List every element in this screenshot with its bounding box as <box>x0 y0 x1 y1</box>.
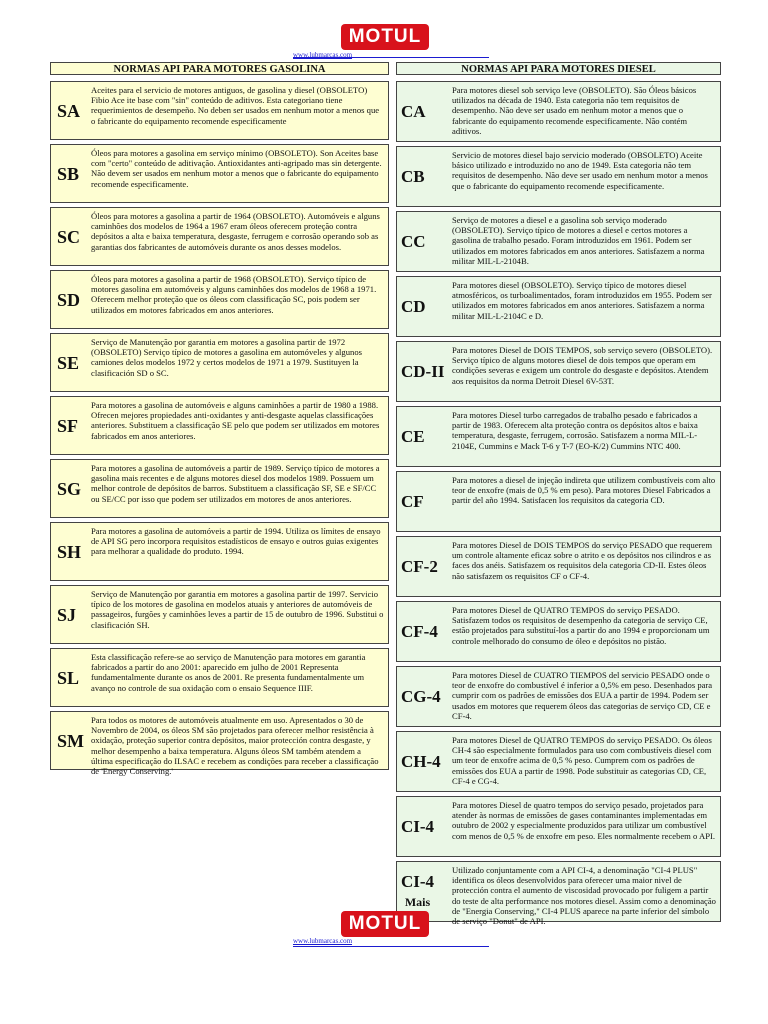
spec-description: Serviço de Manutenção por garantia em motores a gasolina partir de 1997. Servicio típico de los motores de gasolina en modelos atuais y anteriores de automóveis de passageiros, furgões y caminhões leves a partir de 15 de outubro de 1996. Substitui o clasificación SH. <box>91 589 384 630</box>
spec-card-cf-2 <box>396 536 721 597</box>
spec-description: Para motores Diesel de DOIS TEMPOS, sob serviço severo (OBSOLETO). Serviço típico de alguns motores diesel de dois tempos que operam em condições severas e exigem um controle do desgaste e depósitos. Atendem aos requisitos da norma Detroit Diesel 6V-53T. <box>452 345 713 386</box>
spec-card-cb <box>396 146 721 207</box>
spec-code: CC <box>401 231 426 251</box>
website-link-bottom[interactable]: www.lubmarcas.com <box>293 937 353 945</box>
spec-code: SM <box>57 730 84 751</box>
spec-card-cg-4 <box>396 666 721 727</box>
spec-code: SB <box>57 163 80 184</box>
spec-card-ce <box>396 406 721 467</box>
spec-card-se <box>50 333 389 392</box>
spec-code: CG-4 <box>401 686 441 706</box>
spec-code <box>401 873 434 911</box>
spec-card-cc <box>396 211 721 272</box>
spec-description: Serviço de Manutenção por garantia em motores a gasolina partir de 1972 (OBSOLETO) Serviço típico de motores a gasolina em automóveles y algunos camiones delos modelos 1972 y certos modelos de 1971 a 1979. Sustituyen la clasificación SD o SC. <box>91 337 362 378</box>
spec-description: Para motores Diesel de quatro tempos do serviço pesado, projetados para atender às normas de emissões de gases contaminantes implementadas em outubro de 2002 y especialmente produzidos para utilizar um combustível com menos de 0,5 % de enxofre em peso. Eles normalmente recebem o API. <box>452 800 715 841</box>
spec-code: CF-2 <box>401 556 438 576</box>
spec-card-sf <box>50 396 389 455</box>
spec-description: Para motores a gasolina de automóveis a partir de 1994. Utiliza os límites de ensayo de API SG pero incorpora requisitos estadísticos de ensayo e outros guias exigentes para melhorar a qualidade do produto. 1994. <box>91 526 381 557</box>
spec-card-sj <box>50 585 389 644</box>
spec-description: Óleos para motores a gasolina a partir de 1968 (OBSOLETO). Serviço típico de motores gasolina em automóveis y alguns caminhões dos modelos de 1968 a 1971. Oferecem melhor proteção que os óleos com classificação SC, pois podem ser utilizados em motores fabricados em anos anteriores. <box>91 274 377 315</box>
spec-card-sa <box>50 81 389 140</box>
link-rule-top <box>293 57 489 58</box>
spec-card-ch-4 <box>396 731 721 792</box>
spec-code: SA <box>57 100 81 121</box>
spec-description: Para motores a diesel de injeção indireta que utilizem combustíveis com alto teor de enxofre (mais de 0,5 % em peso). Para motores Diesel Fabricados a partir del año 1994. Satisfacen los requisitos da categoria CD. <box>452 475 716 506</box>
spec-code: SE <box>57 352 80 373</box>
spec-code: CA <box>401 101 426 121</box>
link-rule-bottom <box>293 946 489 947</box>
spec-description: Esta classificação refere-se ao serviço de Manutenção para motores em garantia fabricados a partir do ano 2001: aparecido em julho de 2001 Representa fundamentalmente durante os anos de 2001. Re presenta fundamentalmente um avanço no controle de sua oxidação com o ensaio Sequence IIIF. <box>91 652 366 693</box>
spec-code: CI-4 <box>401 816 435 836</box>
spec-description: Para motores Diesel de QUATRO TEMPOS do serviço PESADO. Satisfazem todos os requisitos de desempenho da categoria de serviço CE, estão projetados para substituí-los a partir do ano 1994 e proporcionam um controle melhorado do consumo de óleo e depósitos no pistão. <box>452 605 710 646</box>
spec-code: CF-4 <box>401 621 438 641</box>
spec-description: Para motores diesel sob serviço leve (OBSOLETO). São Óleos básicos utilizados na década de 1940. Esta categoria não tem requisitos de desempenho. Não deve ser usado em nenhum motor a menos que o fabricante do equipamento recomende especificamente. Não contém aditivos. <box>452 85 697 136</box>
spec-card-sh <box>50 522 389 581</box>
spec-code: CF <box>401 491 424 511</box>
gasoline-column <box>50 62 389 777</box>
spec-card-sm <box>50 711 389 777</box>
spec-card-sg <box>50 459 389 518</box>
diesel-header: NORMAS API PARA MOTORES DIESEL <box>396 62 721 75</box>
spec-code: CD-II <box>401 361 445 381</box>
spec-description: Óleos para motores a gasolina em serviço mínimo (OBSOLETO). Son Aceites base com "certo" conteúdo de aditivação. Antioxidantes anti-agripado mas sin detergente. Não devem ser usados em nenhum motor a menos que o fabricante do equipamento recomende especificamente. <box>91 148 382 189</box>
spec-code: SL <box>57 667 80 688</box>
spec-code: SC <box>57 226 81 247</box>
motul-logo-bottom: MOTUL <box>341 911 429 937</box>
spec-card-cf <box>396 471 721 532</box>
spec-card-ca <box>396 81 721 142</box>
diesel-column <box>396 62 721 926</box>
spec-description: Aceites para el servicio de motores antiguos, de gasolina y diesel (OBSOLETO) Fibio Ace ite base com "sin" conteúdo de aditivos. Esta categoriano tiene requerimientos de desempeño. No deben ser usados em nenhum motor a menos que o fabricante do equipamento recomende especificamente <box>91 85 380 126</box>
spec-description: Para motores Diesel de DOIS TEMPOS do serviço PESADO que requerem um controle altamente eficaz sobre o atrito e os depósitos nos cilindros e as faces dos anéis. Satisfazem os requisitos dela categoria CD-II. Estes óleos não satisfazem os requisitos CF o CF-4. <box>452 540 712 581</box>
website-link-top[interactable]: www.lubmarcas.com <box>293 51 353 59</box>
spec-description: Para motores Diesel turbo carregados de trabalho pesado e fabricados a partir de 1983. Oferecem alta proteção contra os depósitos altos e baixa temperatura, desgaste, ferrugem, corrosão. Satisfazem a norma MIL-L-2104E, Cummins e Mack T-6 y T-7 (EO-K/2) Cummins NTC 400. <box>452 410 698 451</box>
spec-card-cf-4 <box>396 601 721 662</box>
motul-logo-top: MOTUL <box>341 24 429 50</box>
spec-code: SJ <box>57 604 77 625</box>
spec-description: Para motores diesel (OBSOLETO). Serviço típico de motores diesel atmosféricos, os turboalimentados, foram introduzidos em 1955. Podem ser utilizados em motores fabricados em anos anteriores. Satisfazem a norma militar MIL-L-2104C e D. <box>452 280 712 321</box>
spec-description: Óleos para motores a gasolina a partir de 1964 (OBSOLETO). Automóveis e alguns caminhões dos modelos de 1964 a 1967 eram óleos oferecem proteção contra depósitos a alta e baixa temperatura, desgaste, ferrugem e corrosão operando sob as garantias dos fabricantes de automóveis durante os anos desses modelos. <box>91 211 380 252</box>
spec-code: CB <box>401 166 425 186</box>
spec-code: SG <box>57 478 82 499</box>
spec-code: SH <box>57 541 82 562</box>
spec-description: Para motores Diesel de CUATRO TIEMPOS del servicio PESADO onde o teor de enxofre do combustível é inferior a 0,5% em peso. Desenhados para cumprir com os padrões de emissões dos EUA a partir de 1994. Podem ser usados em motores que requerem óleos das categorias de serviço CD, CE e CF-4. <box>452 670 713 721</box>
spec-card-sd <box>50 270 389 329</box>
spec-description: Utilizado conjuntamente com a API CI-4, a denominação "CI-4 PLUS" identifica os óleos desenvolvidos para oferecer uma maior nivel de protección contra el aumento de viscosidad provocado por fuligem a partir do teste de alta performance nos motores diesel. Assim como a denominação de "Energia Conserving," CI-4 PLUS aparece na parte inferior del símbolo de serviço "Donut" de API. <box>452 865 716 927</box>
spec-description: Para motores a gasolina de automóveis a partir de 1989. Serviço típico de motores a gasolina mais recentes e de alguns motores diesel dos modelos 1989. Possuem um melhor controle de depósitos de barros. Substituem a classificação SF, SE e SF/CC ou SE/CC por isso que podem ser utilizados em motores de anos anteriores. <box>91 463 380 504</box>
spec-description: Servicio de motores diesel bajo servicio moderado (OBSOLETO) Aceite básico utilizado e introduzido no ano de 1949. Esta categoria não tem requisitos de desempenho. Não deve ser usado em nenhum motor a menos que o fabricante do equipamento recomende especificamente. <box>452 150 708 191</box>
spec-code-main: CI-4 <box>401 871 435 891</box>
spec-description: Para motores a gasolina de automóveis e alguns caminhões a partir de 1980 a 1988. Ofrecen mejores propiedades anti-oxidantes y anti-desgaste aquelas classificações anteriores. Substituem a classificação SE pelo que podem ser utilizados em motores fabricados em anos anteriores. <box>91 400 380 441</box>
spec-card-sc <box>50 207 389 266</box>
spec-card-sb <box>50 144 389 203</box>
spec-code: CE <box>401 426 425 446</box>
spec-description: Serviço de motores a diesel e a gasolina sob serviço moderado (OBSOLETO). Serviço típico de motores a diesel e certos motores a gasolina de trabalho pesado. Foram introduzidos em 1961. Podem ser utilizados em motores fabricados em anos anteriores. Satisfazem a norma militar MIL-L-2104B. <box>452 215 705 266</box>
spec-card-sl <box>50 648 389 707</box>
spec-description: Para todos os motores de automóveis atualmente em uso. Apresentados o 30 de Novembro de 2004, os óleos SM são projetados para oferecer melhor resistência à oxidação, proteção superior contra depósitos, maior protección contra desgaste, y melhor desempenho a baixa temperatura. Alguns óleos SM também atendem a última especificação do ILSAC e recebem as condições para receber a classificação de 'Energy Conserving.' <box>91 715 379 777</box>
spec-code: CH-4 <box>401 751 441 771</box>
spec-code: SD <box>57 289 81 310</box>
spec-card-ci-4 <box>396 796 721 857</box>
spec-card-cd <box>396 276 721 337</box>
spec-code: CD <box>401 296 426 316</box>
gasoline-header: NORMAS API PARA MOTORES GASOLINA <box>50 62 389 75</box>
spec-card-ci-4-plus <box>396 861 721 927</box>
spec-description: Para motores Diesel de QUATRO TEMPOS do serviço PESADO. Os óleos CH-4 são especialmente formulados para uso com combustíveis diesel com um teor de enxofre acima de 0,5 % peso. Cumprem com os padrões de emissões dos EUA a partir de 1998. Pode substituir as categorias CD, CE, CF-4 e CG-4. <box>452 735 712 786</box>
spec-code-sub: Mais <box>404 894 431 909</box>
spec-code: SF <box>57 415 79 436</box>
spec-card-cd-ii <box>396 341 721 402</box>
